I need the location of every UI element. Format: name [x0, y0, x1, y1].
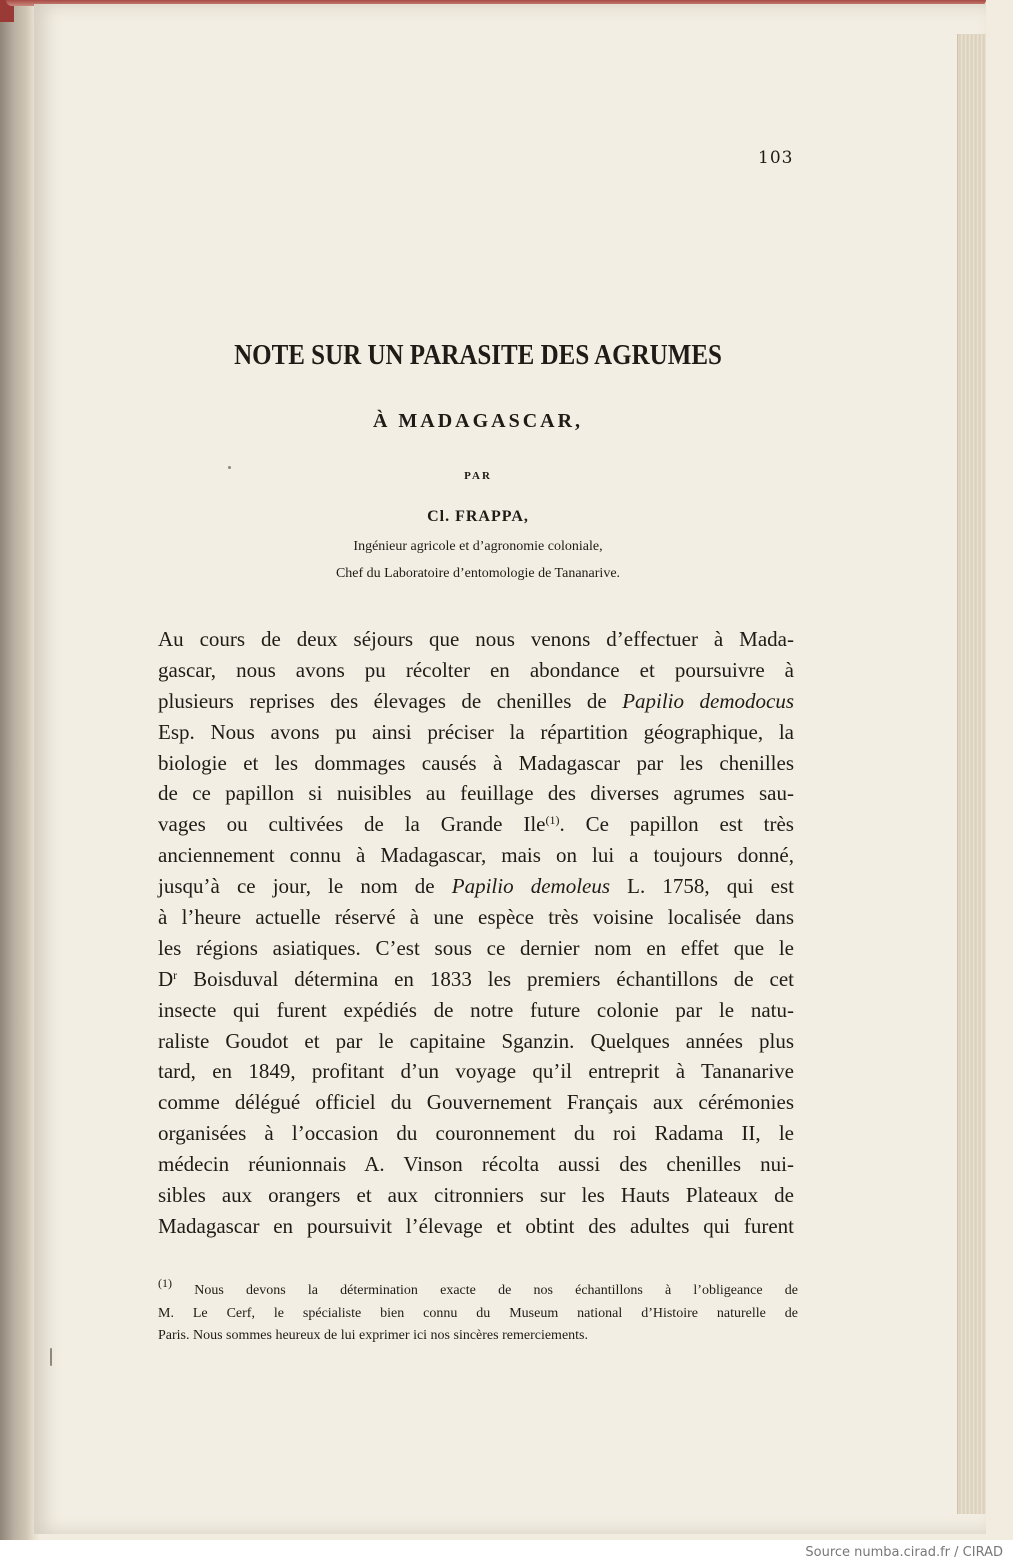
- author-name: [158, 508, 798, 526]
- body-line: anciennement connu à Madagascar, mais on lui a toujours donné,: [158, 843, 794, 868]
- body-line: Esp. Nous avons pu ainsi préciser la répartition géographique, la: [158, 719, 794, 744]
- species-name: Papilio demoleus: [451, 874, 611, 899]
- body-paragraph: [158, 624, 794, 1242]
- body-line: organisées à l’occasion du couronnement du roi Radama II, le: [158, 1121, 794, 1146]
- body-line: à l’heure actuelle réservé à une espèce très voisine localisée dans: [158, 905, 794, 930]
- source-credit: Source numba.cirad.fr / CIRAD: [805, 1545, 1003, 1560]
- footnote-line: Paris. Nous sommes heureux de lui exprimer ici nos sincères remerciements.: [158, 1328, 588, 1343]
- author-affiliation-2: Chef du Laboratoire d’entomologie de Tananarive.: [335, 566, 621, 581]
- species-name: Papilio demodocus: [622, 688, 794, 713]
- body-line: insecte qui furent expédiés de notre future colonie par le natu-: [158, 997, 794, 1022]
- body-line: sibles aux orangers et aux citronniers sur les Hauts Plateaux de: [158, 1183, 794, 1208]
- superscript: r: [173, 967, 178, 982]
- footnote-marker: (1): [158, 1276, 172, 1290]
- author-affiliation-1: Ingénieur agricole et d’agronomie coloniale,: [353, 539, 603, 554]
- body-line: de ce papillon si nuisibles au feuillage des diverses agrumes sau-: [158, 781, 794, 806]
- footnote: [158, 1276, 799, 1348]
- paper-mark: [50, 1348, 52, 1366]
- article-title: NOTE SUR UN PARASITE DES AGRUMES: [234, 339, 722, 371]
- body-line: les régions asiatiques. C’est sous ce dernier nom en effet que le: [158, 935, 794, 960]
- body-line: tard, en 1849, profitant d’un voyage qu’il entreprit à Tananarive: [158, 1059, 794, 1084]
- body-line: gascar, nous avons pu récolter en abondance et poursuivre à: [158, 657, 794, 682]
- paper-speck: [228, 466, 231, 469]
- body-line: Madagascar en poursuivit l’élevage et obtint des adultes qui furent: [158, 1213, 794, 1238]
- footnote-reference: (1): [545, 813, 560, 828]
- page-stack-edge: [957, 34, 986, 1514]
- body-line: biologie et les dommages causés à Madagascar par les chenilles: [158, 750, 794, 775]
- body-line: raliste Goudot et par le capitaine Sganzin. Quelques années plus: [158, 1028, 794, 1053]
- byline-par: PAR: [464, 470, 492, 482]
- body-line: comme délégué officiel du Gouvernement Français aux cérémonies: [158, 1090, 794, 1115]
- body-line: $D^r$ Boisduval détermina en 1833 les premiers échantillons de cet: [158, 966, 795, 991]
- body-line: médecin réunionnais A. Vinson récolta aussi des chenilles nui-: [158, 1152, 794, 1177]
- article-title-location: À MADAGASCAR,: [372, 410, 584, 432]
- author-initial: Cl.: [427, 508, 451, 525]
- page-number: 103: [758, 148, 794, 168]
- body-line: Au cours de deux séjours que nous venons d’effectuer à Mada-: [158, 627, 794, 651]
- author-surname: FRAPPA,: [455, 508, 529, 525]
- footnote-line: M. Le Cerf, le spécialiste bien connu du Museum national d’Histoire naturelle de: [158, 1305, 798, 1321]
- body-line: vages ou cultivées de la Grande Ile$^{(1)}$. Ce papillon est très: [158, 812, 794, 837]
- body-line: jusqu’à ce jour, le nom de Papilio demoleus L. 1758, qui est: [158, 874, 795, 899]
- body-line: plusieurs reprises des élevages de chenilles de Papilio demodocus: [158, 688, 794, 713]
- footnote-line: $^{(1)}$ Nous devons la détermination exacte de nos échantillons à l’obligeance de: [158, 1276, 799, 1298]
